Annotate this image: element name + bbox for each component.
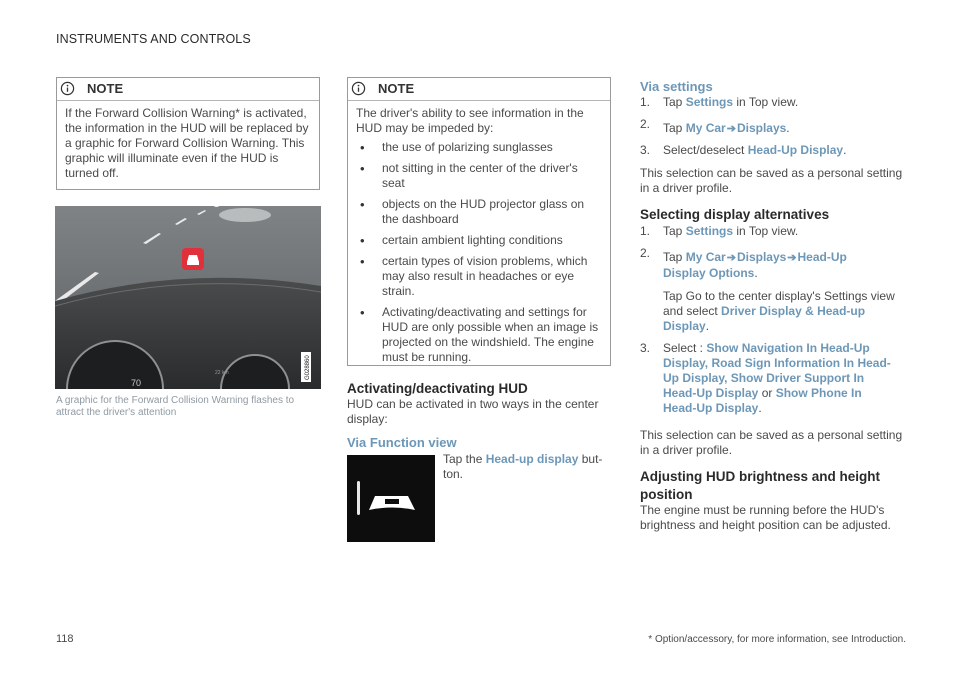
step-text: or	[761, 386, 773, 400]
heading-via-settings: Via settings	[640, 79, 713, 94]
show-navigation-link[interactable]: Show Navigation In Head-Up	[706, 341, 870, 355]
show-phone-link[interactable]: Head-Up Display	[663, 401, 759, 415]
dashboard-image	[55, 206, 321, 389]
info-icon	[351, 81, 366, 96]
activate-text: HUD can be activated in two ways in the center display:	[347, 397, 599, 426]
hud-warning-illustration	[55, 206, 321, 389]
note-text: If the Forward Collision Warning* is activated, the information in the HUD will be replaced by a graphic for Forward Collision Warning. This graphic will illuminate even if the HUD is turned off.	[65, 106, 309, 180]
step-text: Tap	[663, 224, 683, 238]
note-box-visibility	[347, 77, 611, 366]
driver-support-link[interactable]: Up Display, Show Driver Support In	[663, 371, 865, 385]
step-text: Tap	[663, 250, 683, 264]
note-header	[57, 78, 319, 101]
step-text: in Top view.	[736, 95, 799, 109]
show-phone-link[interactable]: Show Phone In	[775, 386, 862, 400]
head-up-display-setting-link[interactable]: Head-Up Display	[747, 143, 844, 157]
tap-the-text: Tap the	[443, 452, 483, 466]
step-text: Tap	[663, 95, 683, 109]
step-number: 1.	[640, 224, 651, 238]
step-text: .	[786, 121, 790, 135]
svg-text:22 km: 22 km	[215, 370, 229, 376]
list-item: • not sitting in the center of the driver's seat	[356, 161, 602, 191]
list-item: • objects on the HUD projector glass on the dashboard	[356, 197, 602, 227]
arrow-right-icon: ➔	[787, 252, 797, 264]
section-header: INSTRUMENTS AND CONTROLS	[56, 32, 251, 46]
step-text: Tap Go to the center display's Settings view and select	[663, 289, 895, 318]
head-up-display-options-link[interactable]: Display Options	[663, 266, 755, 280]
step-text: Select/deselect	[663, 143, 745, 157]
displays-link[interactable]: Displays	[736, 250, 787, 264]
note-bullet-list	[356, 140, 602, 365]
step-number: 2.	[640, 117, 651, 131]
step-text: Select :	[663, 341, 704, 355]
step-text: in Top view.	[736, 224, 799, 238]
list-item: • the use of polarizing sunglasses	[356, 140, 602, 155]
heading-display-alternatives: Selecting display alternatives	[640, 207, 830, 222]
figure-code: G028860	[305, 355, 311, 380]
displays-link[interactable]: Displays	[736, 121, 787, 135]
heading-brightness: Adjusting HUD brightness and height	[640, 469, 880, 484]
head-up-display-options-link[interactable]: Head-Up	[797, 250, 847, 264]
my-car-link[interactable]: My Car	[685, 121, 726, 135]
settings-note: This selection can be saved as a personal setting in a driver profile.	[640, 166, 903, 195]
step-text: .	[758, 401, 762, 415]
svg-text:70: 70	[131, 378, 142, 388]
step-text: Tap	[663, 121, 683, 135]
my-car-link[interactable]: My Car	[685, 250, 726, 264]
step-number: 3.	[640, 341, 651, 355]
arrow-right-icon: ➔	[726, 252, 736, 264]
note-title: NOTE	[378, 81, 415, 96]
note-box-collision	[56, 77, 320, 190]
list-item: • certain types of vision problems, which may also result in headaches or eye strain.	[356, 254, 602, 299]
road-sign-link[interactable]: Display, Road Sign Information In Head-	[663, 356, 891, 370]
head-up-display-button-image	[347, 455, 435, 542]
step-number: 2.	[640, 246, 651, 260]
heading-activate: Activating/deactivating HUD	[347, 381, 528, 396]
alternatives-note: This selection can be saved as a personal setting in a driver profile.	[640, 428, 903, 457]
figure-caption: A graphic for the Forward Collision Warning flashes to attract the driver's attention	[56, 395, 295, 418]
step-number: 3.	[640, 143, 651, 157]
settings-link[interactable]: Settings	[685, 95, 734, 109]
driver-display-link[interactable]: Driver Display & Head-up	[721, 304, 866, 318]
footnote: * Option/accessory, for more information, see Introduction.	[648, 634, 906, 645]
heading-via-function: Via Function view	[347, 435, 457, 450]
settings-link[interactable]: Settings	[685, 224, 734, 238]
page-number: 118	[56, 633, 74, 645]
note-intro: The driver's ability to see information in the HUD may be impeded by:	[356, 106, 584, 135]
step-number: 1.	[640, 95, 651, 109]
list-item: • certain ambient lighting conditions	[356, 233, 602, 248]
step-text: .	[754, 266, 758, 280]
button-tail-text: but-ton.	[443, 452, 603, 481]
step-text: .	[843, 143, 847, 157]
info-icon	[60, 81, 75, 96]
list-item: • Activating/deactivating and settings for HUD are only possible when an image is projected on the windshield. The engine must be running.	[356, 305, 602, 365]
driver-support-link[interactable]: Head-Up Display	[663, 386, 759, 400]
step-text: .	[705, 319, 710, 333]
note-header	[348, 78, 610, 101]
head-up-display-link[interactable]: Head-up display	[485, 452, 579, 466]
heading-brightness: position	[640, 487, 693, 502]
driver-display-link[interactable]: Display	[663, 319, 706, 333]
arrow-right-icon: ➔	[726, 123, 736, 135]
brightness-text: The engine must be running before the HUD's brightness and height position can be adjusted.	[640, 503, 891, 532]
note-title: NOTE	[87, 81, 124, 96]
